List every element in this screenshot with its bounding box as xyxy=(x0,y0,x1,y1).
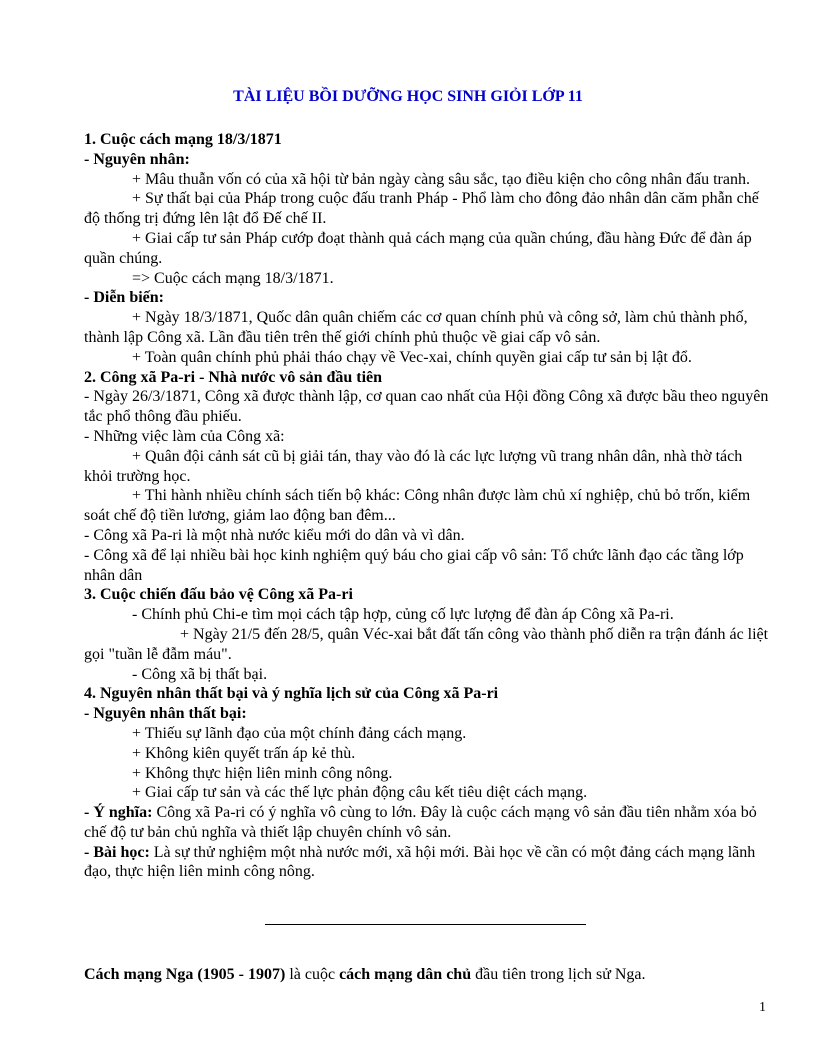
section-1-cause-3: + Giai cấp tư sản Pháp cướp đoạt thành quả cách mạng của quần chúng, đầu hàng Đức để đàn áp quần chúng. xyxy=(84,229,752,267)
section-2-line-4: - Công xã để lại nhiều bài học kinh nghiệm quý báu cho giai cấp vô sản: Tổ chức lãnh đạo các tầng lớp nhân dân xyxy=(84,546,744,584)
section-1-cause-2: + Sự thất bại của Pháp trong cuộc đấu tranh Pháp - Phổ làm cho đông đảo nhân dân căm phẫn chế độ thống trị đứng lên lật đổ Đế chế II. xyxy=(84,190,759,228)
section-1-cause-heading: - Nguyên nhân: xyxy=(84,150,190,168)
russia-text-1: là cuộc xyxy=(285,966,340,983)
section-1-cause-result: => Cuộc cách mạng 18/3/1871. xyxy=(132,269,334,287)
document-body xyxy=(84,130,774,882)
section-4-cause-1: + Thiếu sự lãnh đạo của một chính đảng cách mạng. xyxy=(132,724,467,742)
section-divider xyxy=(265,924,586,925)
section-1-cause-1: + Mâu thuẫn vốn có của xã hội từ bản ngày càng sâu sắc, tạo điều kiện cho công nhân đấu tranh. xyxy=(132,170,750,188)
document-title: TÀI LIỆU BỒI DƯỠNG HỌC SINH GIỎI LỚP 11 xyxy=(233,88,583,105)
meaning-text: Công xã Pa-ri có ý nghĩa vô cùng to lớn. Đây là cuộc cách mạng vô sản đầu tiên nhằm xóa bỏ chế độ tư bản chủ nghĩa và thiết lập chuyên chính vô sản. xyxy=(84,804,757,841)
section-4-cause-heading: - Nguyên nhân thất bại: xyxy=(84,705,247,723)
section-3-heading: 3. Cuộc chiến đấu bảo vệ Công xã Pa-ri xyxy=(84,586,353,604)
section-3-line-1: - Chính phủ Chi-e tìm mọi cách tập hợp, củng cố lực lượng để đàn áp Công xã Pa-ri. xyxy=(132,606,674,624)
section-2-line-2: - Những việc làm của Công xã: xyxy=(84,427,285,445)
section-1-event-2: + Toàn quân chính phủ phải tháo chạy về Vec-xai, chính quyền giai cấp tư sản bị lật đổ. xyxy=(132,348,692,366)
section-4-heading: 4. Nguyên nhân thất bại và ý nghĩa lịch sử của Công xã Pa-ri xyxy=(84,685,499,703)
section-4-cause-3: + Không thực hiện liên minh công nông. xyxy=(132,764,393,782)
section-4-lesson xyxy=(84,843,774,883)
section-4-cause-2: + Không kiên quyết trấn áp kẻ thù. xyxy=(132,744,356,762)
section-1-heading: 1. Cuộc cách mạng 18/3/1871 xyxy=(84,131,282,148)
lesson-label: - Bài học: xyxy=(84,843,150,861)
section-1-event-1: + Ngày 18/3/1871, Quốc dân quân chiếm các cơ quan chính phủ và công sở, làm chủ thành phố, thành lập Công xã. Lần đầu tiên trên thế giới chính phủ thuộc về giai cấp vô sản. xyxy=(84,309,748,346)
section-3-line-2: + Ngày 21/5 đến 28/5, quân Véc-xai bắt đất tấn công vào thành phố diễn ra trận đánh ác liệt gọi "tuần lễ đẫm máu". xyxy=(84,625,769,663)
section-2-work-1: + Quân đội cảnh sát cũ bị giải tán, thay vào đó là các lực lượng vũ trang nhân dân, nhà thờ tách khỏi trường học. xyxy=(84,447,743,485)
russia-revolution-line xyxy=(84,966,774,984)
section-2-line-3: - Công xã Pa-ri là một nhà nước kiểu mới do dân và vì dân. xyxy=(84,526,465,544)
section-2-work-2: + Thi hành nhiều chính sách tiến bộ khác: Công nhân được làm chủ xí nghiệp, chủ bỏ trốn, kiểm soát chế độ tiền lương, giảm lao động ban đêm... xyxy=(84,487,751,525)
section-4-meaning xyxy=(84,803,774,843)
lesson-text: Là sự thử nghiệm một nhà nước mới, xã hội mới. Bài học về cần có một đảng cách mạng lãnh đạo, thực hiện liên minh công nông. xyxy=(84,843,756,881)
section-1-events-heading: - Diễn biến: xyxy=(84,289,164,307)
section-2-line-1: - Ngày 26/3/1871, Công xã được thành lập, cơ quan cao nhất của Hội đồng Công xã được bầu theo nguyên tắc phổ thông đầu phiếu. xyxy=(84,388,769,426)
meaning-label: - Ý nghĩa: xyxy=(84,804,153,822)
page-number: 1 xyxy=(759,1000,766,1015)
russia-text-2: đầu tiên trong lịch sử Nga. xyxy=(471,966,646,983)
section-3-line-3: - Công xã bị thất bại. xyxy=(132,665,268,683)
russia-bold-2: cách mạng dân chủ xyxy=(339,966,472,983)
russia-bold-1: Cách mạng Nga (1905 - 1907) xyxy=(84,966,286,983)
section-2-heading: 2. Công xã Pa-ri - Nhà nước vô sản đầu tiên xyxy=(84,368,383,386)
section-4-cause-4: + Giai cấp tư sản và các thế lực phản động câu kết tiêu diệt cách mạng. xyxy=(132,784,588,802)
